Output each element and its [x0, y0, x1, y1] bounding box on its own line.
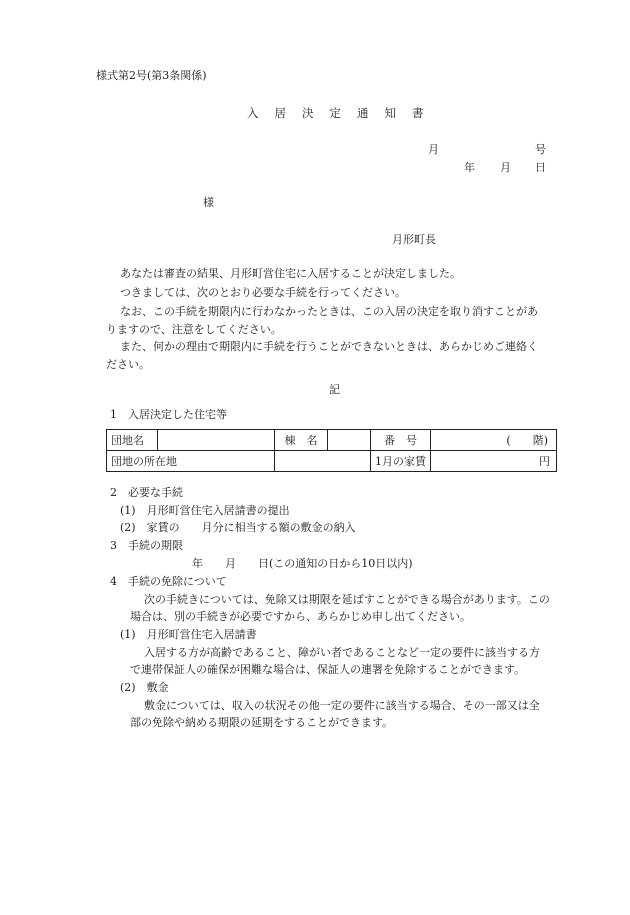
section-4-sub2-label: (2) 敷金 — [120, 681, 169, 694]
location-label: 団地の所在地 — [111, 454, 177, 468]
tou-value — [328, 430, 371, 451]
date-day: 日 — [535, 161, 546, 174]
section-4-sub1-line: 入居する方が高齢であること、障がい者であることなど一定の要件に該当する方 — [144, 646, 540, 659]
section-4-sub1-line: で連帯保証人の確保が困難な場合は、保証人の連署を免除することができます。 — [130, 663, 526, 676]
section-4-intro-line: 場合は、別の手続きが必要ですから、あらかじめ申し出てください。 — [130, 610, 471, 623]
section-4-intro-line: 次の手続きについては、免除又は期限を延ばすことができる場合があります。この — [144, 593, 550, 606]
sender-name: 月形町長 — [392, 233, 436, 246]
body-line: なお、この手続を期限内に行わなかったときは、この入居の決定を取り消すことがあ — [120, 305, 538, 318]
date-month: 月 — [500, 161, 511, 174]
body-line: また、何かの理由で期限内に手続を行うことができないときは、あらかじめご連絡く — [120, 340, 538, 353]
section-2-item: (2) 家賃の 月分に相当する額の敷金の納入 — [120, 521, 356, 534]
section-4-sub2-line: 部の免除や納める期限の延期をすることができます。 — [130, 716, 394, 729]
rent-label: 1月の家賃 — [371, 451, 431, 472]
ki-heading: 記 — [329, 383, 340, 396]
section-2-heading: 2 必要な手続 — [110, 486, 183, 499]
danchi-label: 団地名 — [107, 430, 158, 451]
date-year: 年 — [464, 161, 475, 174]
location-label-cell — [107, 451, 275, 472]
ban-label: 番 号 — [371, 430, 431, 451]
table-row — [107, 430, 557, 451]
document-title: 入居決定通知書 — [247, 106, 440, 120]
kai-cell: ( 階) — [431, 430, 557, 451]
ref-number: 号 — [535, 143, 546, 156]
section-3-deadline: 年 月 日(この通知の日から10日以内) — [192, 557, 413, 570]
section-4-sub2-line: 敷金については、収入の状況その他一定の要件に該当する場合、その一部又は全 — [144, 699, 540, 712]
section-1-heading: 1 入居決定した住宅等 — [110, 408, 227, 421]
tou-label: 棟 名 — [275, 430, 328, 451]
danchi-value — [158, 430, 275, 451]
section-4-heading: 4 手続の免除について — [110, 575, 227, 588]
location-value — [275, 451, 371, 472]
section-2-item: (1) 月形町営住宅入居請書の提出 — [120, 504, 290, 517]
form-number: 様式第2号(第3条関係) — [96, 69, 207, 82]
body-line: あなたは審査の結果、月形町営住宅に入居することが決定しました。 — [120, 267, 461, 280]
body-line: りますので、注意をしてください。 — [106, 323, 282, 336]
section-3-heading: 3 手続の期限 — [110, 539, 183, 552]
ref-month: 月 — [428, 143, 439, 156]
table-row — [107, 451, 557, 472]
section-4-sub1-label: (1) 月形町営住宅入居請書 — [120, 628, 257, 641]
body-line: ださい。 — [106, 358, 150, 371]
body-line: つきましては、次のとおり必要な手続を行ってください。 — [120, 286, 406, 299]
housing-table — [106, 429, 557, 472]
addressee-suffix: 様 — [203, 196, 214, 209]
rent-yen: 円 — [431, 451, 557, 472]
